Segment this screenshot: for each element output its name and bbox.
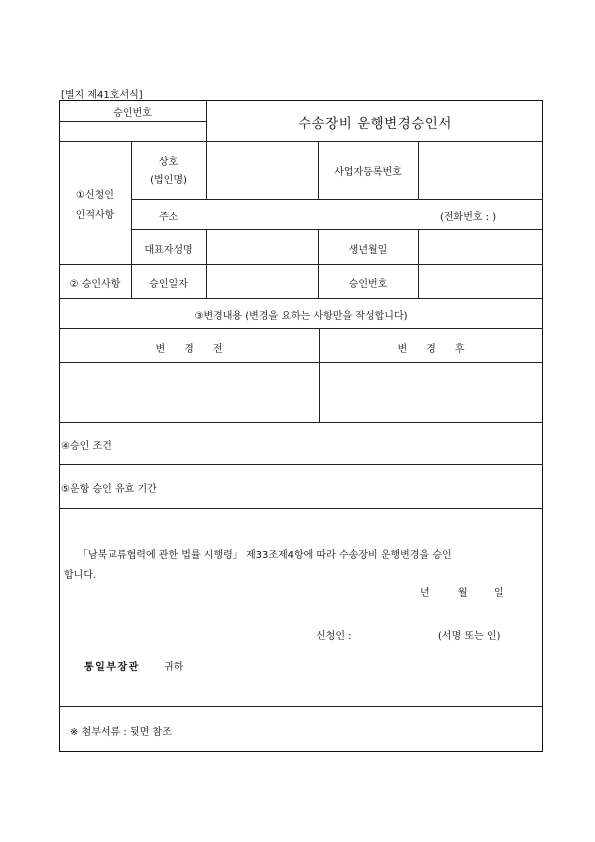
representative-name-label: 대표자성명	[144, 245, 193, 256]
declaration-text: 「남북교류협력에 관한 법률 시행령」 제33조제4항에 따라 수송장비 운행변경을 승인	[78, 550, 452, 561]
approval-date-label: 승인일자	[149, 279, 188, 290]
rule	[59, 422, 543, 423]
form-title: 수송장비 운행변경승인서	[298, 116, 452, 132]
approval-number-label-2: 승인번호	[348, 279, 388, 290]
applicant-section-label-2: 인적사항	[75, 210, 115, 221]
address-field[interactable]	[207, 200, 437, 229]
applicant-section-label: ①신청인	[76, 190, 114, 201]
business-registration-field[interactable]	[419, 142, 542, 199]
recipient-name: 통일부장관	[84, 662, 140, 673]
approval-conditions-label: ④승인 조건	[61, 441, 112, 452]
representative-name-field[interactable]	[207, 230, 318, 264]
company-name-field[interactable]	[207, 142, 318, 199]
date-year-label: 년	[420, 588, 430, 599]
birth-date-field[interactable]	[419, 230, 542, 264]
approval-number-field[interactable]	[59, 121, 206, 141]
attachments-note: ※ 첨부서류 : 뒷면 참조	[70, 727, 172, 738]
validity-period-field[interactable]	[180, 466, 542, 507]
declaration-text-2: 합니다.	[64, 570, 97, 581]
change-section-label: ③변경내용 (변경을 요하는 사항만을 작성합니다)	[194, 311, 408, 322]
before-change-field[interactable]	[60, 363, 318, 421]
before-change-label: 변경전	[155, 344, 242, 355]
after-change-field[interactable]	[320, 363, 542, 421]
approval-number-label: 승인번호	[113, 108, 152, 119]
approval-number-field-2[interactable]	[419, 265, 542, 298]
approval-date-field[interactable]	[207, 265, 318, 298]
after-change-label: 변경후	[397, 344, 484, 355]
rule	[59, 328, 543, 329]
birth-date-label: 생년월일	[348, 245, 388, 256]
date-day-label: 일	[494, 588, 504, 599]
rule	[59, 298, 543, 299]
sign-or-seal-label: (서명 또는 인)	[438, 631, 501, 642]
business-registration-label: 사업자등록번호	[334, 167, 402, 178]
applicant-signature-label: 신청인 :	[316, 631, 352, 642]
form-number: [별지 제41호서식]	[61, 90, 143, 101]
rule	[59, 508, 543, 509]
address-label: 주소	[158, 212, 179, 223]
applicant-signature-field[interactable]	[362, 624, 434, 640]
date-month-label: 월	[458, 588, 468, 599]
approval-conditions-field[interactable]	[130, 424, 542, 463]
rule	[59, 706, 543, 707]
recipient-honorific: 귀하	[164, 662, 184, 673]
validity-period-label: ⑤운항 승인 유효 기간	[61, 484, 157, 495]
phone-label: (전화번호 : )	[440, 212, 497, 223]
rule	[59, 464, 543, 465]
approval-section-label: ② 승인사항	[69, 279, 121, 290]
company-name-label-2: (법인명)	[150, 175, 187, 186]
company-name-label: 상호	[158, 157, 179, 168]
